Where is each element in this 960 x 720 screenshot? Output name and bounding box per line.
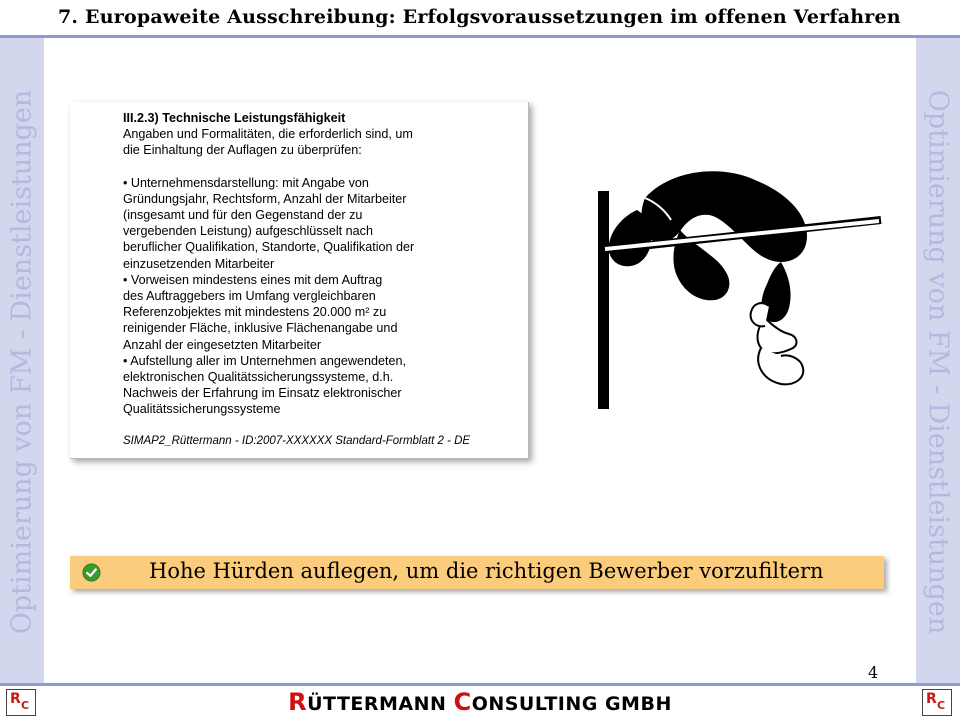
slide-title: 7. Europaweite Ausschreibung: Erfolgsvoraussetzungen im offenen Verfahren xyxy=(58,6,901,28)
document-footer: SIMAP2_Rüttermann - ID:2007-XXXXXX Standard-Formblatt 2 - DE xyxy=(123,435,471,447)
document-line: Qualitätssicherungssysteme xyxy=(123,402,281,417)
document-line: des Auftraggebers im Umfang vergleichbaren xyxy=(123,289,376,304)
title-bar xyxy=(0,0,960,38)
banner-text: Hohe Hürden auflegen, um die richtigen Bewerber vorzufiltern xyxy=(149,559,824,583)
company-name-part1: ÜTTERMANN xyxy=(307,693,454,715)
document-line: • Unternehmensdarstellung: mit Angabe von xyxy=(123,175,369,190)
document-line: Nachweis der Erfahrung im Einsatz elektronischer xyxy=(123,386,402,401)
document-line: • Vorweisen mindestens eines mit dem Auftrag xyxy=(123,272,383,287)
document-line: (insgesamt und für den Gegenstand der zu xyxy=(123,208,363,223)
logo-r: R xyxy=(10,691,21,707)
document-line: die Einhaltung der Auflagen zu überprüfen: xyxy=(123,143,362,158)
company-initial-r: R xyxy=(288,688,308,716)
document-line: Angaben und Formalitäten, die erforderlich sind, um xyxy=(123,127,413,142)
left-sidebar xyxy=(0,38,44,685)
document-lines xyxy=(123,126,523,417)
logo-r: R xyxy=(926,691,937,707)
right-sidebar-text: Optimierung von FM - Dienstleistungen xyxy=(922,89,954,634)
document-line: reinigender Fläche, inklusive Flächenangabe und xyxy=(123,321,398,336)
document-line: beruflicher Qualifikation, Standorte, Qualifikation der xyxy=(123,240,415,255)
document-line: vergebenden Leistung) aufgeschlüsselt nach xyxy=(123,224,373,239)
left-sidebar-text: Optimierung von FM - Dienstleistungen xyxy=(6,89,38,634)
high-jump-illustration xyxy=(585,158,885,412)
page-number: 4 xyxy=(868,663,879,682)
document-line: Anzahl der eingesetzten Mitarbeiter xyxy=(123,337,322,352)
document-line: • Aufstellung aller im Unternehmen angewendeten, xyxy=(123,353,407,368)
high-jumper-figure xyxy=(609,171,807,384)
logo-c: C xyxy=(937,699,946,712)
footer xyxy=(0,686,960,720)
document-heading: III.2.3) Technische Leistungsfähigkeit xyxy=(123,111,346,125)
document-line: Referenzobjektes mit mindestens 20.000 m² zu xyxy=(123,305,387,320)
tender-document-excerpt xyxy=(70,102,529,459)
company-initial-c: C xyxy=(453,688,472,716)
document-line: Gründungsjahr, Rechtsform, Anzahl der Mitarbeiter xyxy=(123,191,407,206)
key-message-banner xyxy=(70,556,884,589)
document-line: einzusetzenden Mitarbeiter xyxy=(123,256,275,271)
right-sidebar xyxy=(916,38,960,685)
company-name-part2: ONSULTING GMBH xyxy=(471,693,672,715)
document-line xyxy=(123,159,523,175)
check-circle-icon xyxy=(82,563,101,582)
company-name xyxy=(0,688,960,716)
high-jump-stand xyxy=(598,191,609,409)
document-body xyxy=(123,110,523,418)
document-line: elektronischen Qualitätssicherungssysteme, d.h. xyxy=(123,370,394,385)
company-logo-right xyxy=(922,689,952,716)
logo-c: C xyxy=(21,699,30,712)
